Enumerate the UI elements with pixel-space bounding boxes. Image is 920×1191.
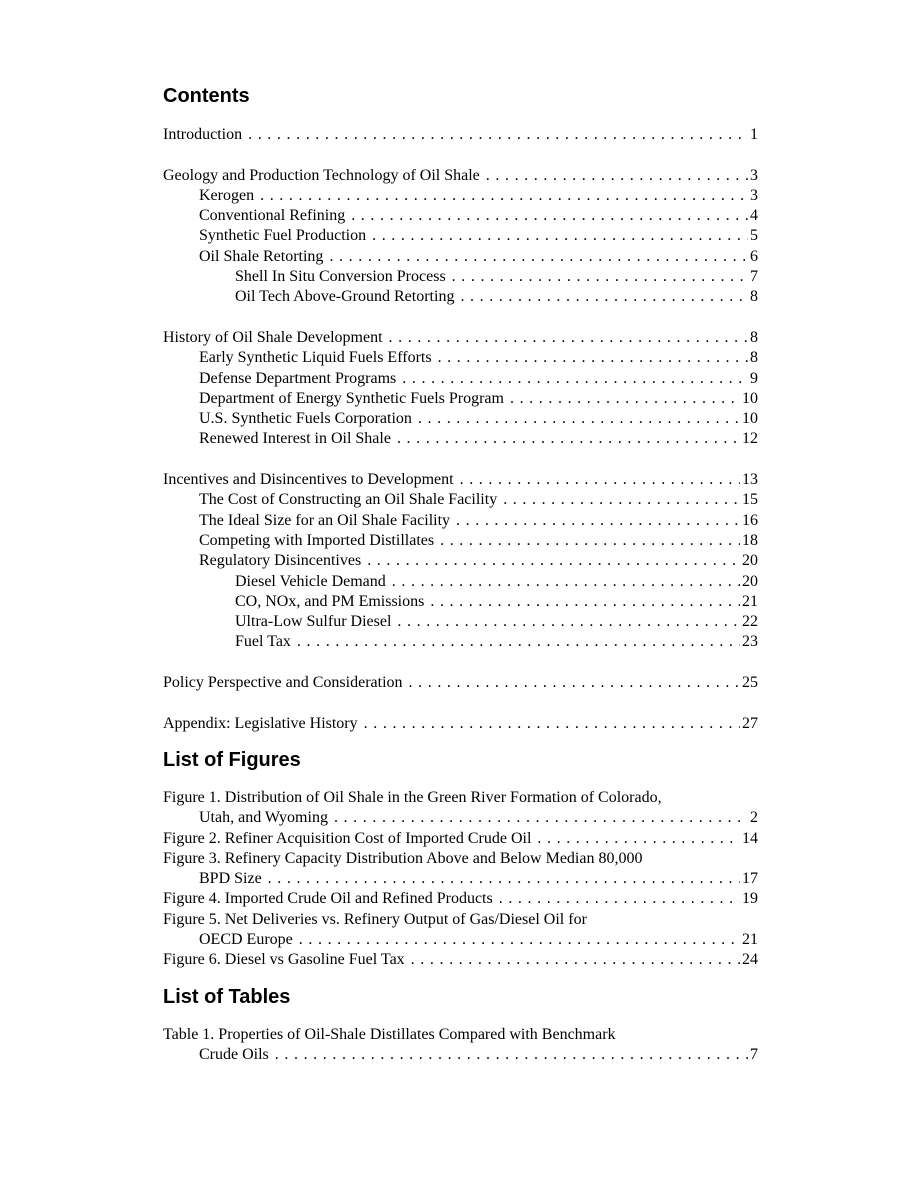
- toc-entry[interactable]: Fuel Tax . . . 23: [163, 632, 758, 652]
- toc-entry[interactable]: Early Synthetic Liquid Fuels Efforts . . . 8: [163, 348, 758, 368]
- figure-entry-line[interactable]: Figure 5. Net Deliveries vs. Refinery Output of Gas/Diesel Oil for: [163, 910, 587, 928]
- tables-heading: List of Tables: [163, 985, 291, 1008]
- table-entry-line[interactable]: Table 1. Properties of Oil-Shale Distillates Compared with Benchmark: [163, 1025, 616, 1043]
- toc-entry[interactable]: Kerogen . . . 3: [163, 186, 758, 206]
- toc-entry[interactable]: Shell In Situ Conversion Process . . . 7: [163, 267, 758, 287]
- toc-entry[interactable]: Appendix: Legislative History . . . 27: [163, 714, 758, 734]
- toc-entry[interactable]: Competing with Imported Distillates . . . 18: [163, 531, 758, 551]
- figure-entry[interactable]: Figure 4. Imported Crude Oil and Refined Products . . . 19: [163, 889, 758, 909]
- toc-entry[interactable]: Diesel Vehicle Demand . . . 20: [163, 572, 758, 592]
- figure-entry-line[interactable]: Figure 3. Refinery Capacity Distribution Above and Below Median 80,000: [163, 849, 643, 867]
- toc-entry[interactable]: Geology and Production Technology of Oil Shale . . . 3: [163, 166, 758, 186]
- toc-entry[interactable]: Department of Energy Synthetic Fuels Program . . . 10: [163, 389, 758, 409]
- figure-entry[interactable]: Figure 6. Diesel vs Gasoline Fuel Tax . . . 24: [163, 950, 758, 970]
- figures-heading: List of Figures: [163, 748, 301, 771]
- toc-entry[interactable]: Policy Perspective and Consideration . . . 25: [163, 673, 758, 693]
- document-page: [163, 80, 758, 1065]
- contents-heading: Contents: [163, 85, 250, 107]
- figures-list: [163, 788, 758, 971]
- toc-entry[interactable]: CO, NOx, and PM Emissions . . . 21: [163, 592, 758, 612]
- toc-entry[interactable]: Introduction . . . 1: [163, 125, 758, 145]
- toc-entry[interactable]: Regulatory Disincentives . . . 20: [163, 551, 758, 571]
- toc-entry[interactable]: The Cost of Constructing an Oil Shale Facility . . . 15: [163, 490, 758, 510]
- toc-entry[interactable]: Oil Tech Above-Ground Retorting . . . 8: [163, 287, 758, 307]
- table-entry[interactable]: Crude Oils . . . 7: [163, 1045, 758, 1065]
- toc-entry[interactable]: Synthetic Fuel Production . . . 5: [163, 226, 758, 246]
- toc-entry[interactable]: The Ideal Size for an Oil Shale Facility . . . 16: [163, 511, 758, 531]
- toc-entry[interactable]: Incentives and Disincentives to Development . . . 13: [163, 470, 758, 490]
- toc-entry[interactable]: Ultra-Low Sulfur Diesel . . . 22: [163, 612, 758, 632]
- toc-entry[interactable]: History of Oil Shale Development . . . 8: [163, 328, 758, 348]
- figure-entry[interactable]: Utah, and Wyoming . . . 2: [163, 808, 758, 828]
- toc-entry[interactable]: Defense Department Programs . . . 9: [163, 369, 758, 389]
- figure-entry[interactable]: Figure 2. Refiner Acquisition Cost of Imported Crude Oil . . . 14: [163, 829, 758, 849]
- tables-list: [163, 1025, 758, 1066]
- toc-entry[interactable]: Oil Shale Retorting . . . 6: [163, 247, 758, 267]
- figure-entry-line[interactable]: Figure 1. Distribution of Oil Shale in the Green River Formation of Colorado,: [163, 788, 662, 806]
- toc-entry[interactable]: U.S. Synthetic Fuels Corporation . . . 10: [163, 409, 758, 429]
- toc-entry[interactable]: Conventional Refining . . . 4: [163, 206, 758, 226]
- figure-entry[interactable]: OECD Europe . . . 21: [163, 930, 758, 950]
- figure-entry[interactable]: BPD Size . . . 17: [163, 869, 758, 889]
- toc-entry[interactable]: Renewed Interest in Oil Shale . . . 12: [163, 429, 758, 449]
- contents-list: [163, 125, 758, 734]
